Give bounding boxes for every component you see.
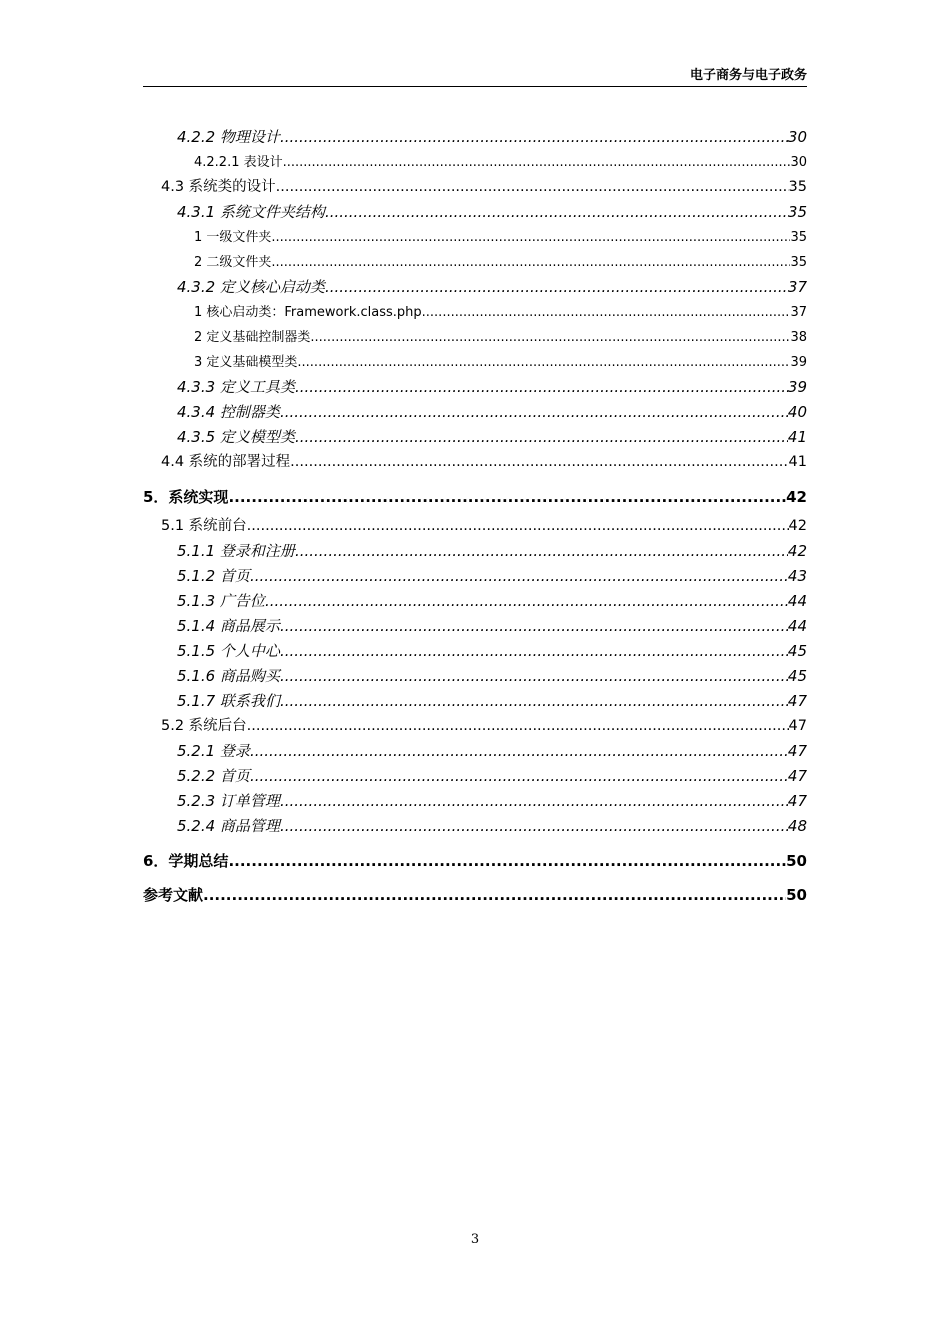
toc-leader-dots xyxy=(295,425,788,450)
toc-leader-dots xyxy=(325,200,788,225)
toc-entry-page: 50 xyxy=(786,886,807,904)
toc-leader-dots xyxy=(310,325,790,350)
toc-entry-page: 43 xyxy=(787,567,807,585)
toc-entry-page: 42 xyxy=(787,542,807,560)
toc-entry[interactable] xyxy=(143,564,807,589)
toc-entry[interactable] xyxy=(143,689,807,714)
toc-entry-page: 47 xyxy=(787,767,807,785)
toc-leader-dots xyxy=(247,514,789,539)
toc-entry-page: 47 xyxy=(787,692,807,710)
toc-entry[interactable] xyxy=(143,844,807,878)
toc-entry-label: 5.1 系统前台 xyxy=(161,518,247,534)
toc-entry-label: 5.2.3 订单管理 xyxy=(177,792,280,810)
toc-leader-dots xyxy=(280,639,788,664)
toc-entry-label: 5.1.7 联系我们 xyxy=(177,692,280,710)
toc-entry-label: 5.1.3 广告位 xyxy=(177,592,265,610)
toc-entry[interactable] xyxy=(143,878,807,912)
toc-entry-label: 1 核心启动类：Framework.class.php xyxy=(194,305,422,320)
toc-leader-dots xyxy=(280,125,788,150)
toc-entry-page: 41 xyxy=(787,428,807,446)
toc-entry[interactable] xyxy=(143,125,807,150)
toc-leader-dots xyxy=(422,300,791,325)
toc-entry-page: 39 xyxy=(787,378,807,396)
toc-entry-page: 39 xyxy=(790,355,807,370)
toc-entry-label: 1 一级文件夹 xyxy=(194,230,272,245)
toc-entry[interactable] xyxy=(143,614,807,639)
toc-leader-dots xyxy=(297,350,790,375)
toc-leader-dots xyxy=(265,589,788,614)
toc-leader-dots xyxy=(290,450,788,475)
toc-leader-dots xyxy=(280,400,788,425)
table-of-contents xyxy=(143,125,807,912)
toc-leader-dots xyxy=(280,814,788,839)
toc-leader-dots xyxy=(280,614,788,639)
toc-entry[interactable] xyxy=(143,514,807,539)
toc-entry-page: 38 xyxy=(790,330,807,345)
toc-entry-page: 30 xyxy=(787,128,807,146)
toc-leader-dots xyxy=(283,150,791,175)
toc-entry-page: 47 xyxy=(787,792,807,810)
toc-leader-dots xyxy=(295,375,788,400)
toc-entry[interactable] xyxy=(143,639,807,664)
toc-leader-dots xyxy=(250,739,788,764)
toc-entry-label: 4.3.3 定义工具类 xyxy=(177,378,295,396)
toc-entry-page: 48 xyxy=(787,817,807,835)
toc-entry[interactable] xyxy=(143,589,807,614)
toc-entry-page: 41 xyxy=(788,454,807,470)
toc-entry[interactable] xyxy=(143,400,807,425)
toc-entry-label: 5.2 系统后台 xyxy=(161,718,247,734)
toc-entry[interactable] xyxy=(143,789,807,814)
toc-entry[interactable] xyxy=(143,150,807,175)
toc-entry-label: 4.3.2 定义核心启动类 xyxy=(177,278,325,296)
toc-entry-label: 6．学期总结 xyxy=(143,852,229,870)
toc-entry[interactable] xyxy=(143,225,807,250)
toc-entry-page: 35 xyxy=(787,203,807,221)
toc-entry-label: 5．系统实现 xyxy=(143,488,229,506)
toc-entry-page: 37 xyxy=(790,305,807,320)
toc-entry[interactable] xyxy=(143,175,807,200)
toc-entry[interactable] xyxy=(143,325,807,350)
toc-entry[interactable] xyxy=(143,480,807,514)
toc-entry-label: 5.1.6 商品购买 xyxy=(177,667,280,685)
toc-leader-dots xyxy=(250,764,788,789)
toc-entry-page: 47 xyxy=(787,742,807,760)
toc-leader-dots xyxy=(271,250,790,275)
toc-entry-label: 5.2.2 首页 xyxy=(177,767,250,785)
toc-entry[interactable] xyxy=(143,764,807,789)
toc-entry-page: 47 xyxy=(788,718,807,734)
toc-leader-dots xyxy=(228,480,786,514)
toc-entry-label: 2 二级文件夹 xyxy=(194,255,272,270)
toc-entry-page: 45 xyxy=(787,667,807,685)
toc-entry-page: 44 xyxy=(787,592,807,610)
toc-entry[interactable] xyxy=(143,739,807,764)
toc-entry-page: 35 xyxy=(790,255,807,270)
toc-entry-page: 42 xyxy=(786,488,807,506)
toc-leader-dots xyxy=(247,714,789,739)
toc-entry-page: 37 xyxy=(787,278,807,296)
toc-leader-dots xyxy=(295,539,788,564)
toc-leader-dots xyxy=(325,275,788,300)
toc-entry-label: 5.2.1 登录 xyxy=(177,742,250,760)
toc-entry[interactable] xyxy=(143,539,807,564)
toc-entry[interactable] xyxy=(143,814,807,839)
page-number: 3 xyxy=(470,1232,480,1247)
toc-entry-page: 30 xyxy=(790,155,807,170)
toc-entry[interactable] xyxy=(143,275,807,300)
toc-entry-page: 35 xyxy=(790,230,807,245)
toc-leader-dots xyxy=(203,878,786,912)
toc-entry-page: 45 xyxy=(787,642,807,660)
toc-entry-label: 5.1.2 首页 xyxy=(177,567,250,585)
toc-entry-page: 35 xyxy=(788,179,807,195)
toc-entry-label: 3 定义基础模型类 xyxy=(194,355,298,370)
toc-leader-dots xyxy=(228,844,786,878)
toc-entry[interactable] xyxy=(143,664,807,689)
toc-entry[interactable] xyxy=(143,350,807,375)
toc-leader-dots xyxy=(280,664,788,689)
running-header xyxy=(143,66,807,87)
toc-entry-label: 5.1.4 商品展示 xyxy=(177,617,280,635)
toc-leader-dots xyxy=(280,789,788,814)
toc-entry-page: 44 xyxy=(787,617,807,635)
toc-entry[interactable] xyxy=(143,250,807,275)
toc-entry[interactable] xyxy=(143,200,807,225)
toc-entry[interactable] xyxy=(143,714,807,739)
toc-entry-page: 42 xyxy=(788,518,807,534)
toc-entry-label: 5.1.5 个人中心 xyxy=(177,642,280,660)
toc-entry-label: 4.2.2.1 表设计 xyxy=(194,155,283,170)
toc-entry-label: 5.1.1 登录和注册 xyxy=(177,542,295,560)
toc-leader-dots xyxy=(271,225,790,250)
toc-entry-label: 4.2.2 物理设计 xyxy=(177,128,280,146)
toc-entry[interactable] xyxy=(143,425,807,450)
toc-entry-page: 40 xyxy=(787,403,807,421)
toc-entry[interactable] xyxy=(143,300,807,325)
toc-entry-label: 2 定义基础控制器类 xyxy=(194,330,311,345)
header-title: 电子商务与电子政务 xyxy=(689,68,807,83)
toc-leader-dots xyxy=(276,175,789,200)
toc-entry-label: 4.3 系统类的设计 xyxy=(161,179,276,195)
toc-entry-label: 4.3.1 系统文件夹结构 xyxy=(177,203,325,221)
toc-entry-label: 5.2.4 商品管理 xyxy=(177,817,280,835)
toc-leader-dots xyxy=(250,564,788,589)
toc-entry[interactable] xyxy=(143,450,807,475)
toc-entry[interactable] xyxy=(143,375,807,400)
toc-entry-label: 4.3.4 控制器类 xyxy=(177,403,280,421)
toc-entry-label: 4.3.5 定义模型类 xyxy=(177,428,295,446)
toc-leader-dots xyxy=(280,689,788,714)
toc-entry-label: 参考文献 xyxy=(143,886,204,904)
toc-entry-label: 4.4 系统的部署过程 xyxy=(161,454,291,470)
toc-entry-page: 50 xyxy=(786,852,807,870)
